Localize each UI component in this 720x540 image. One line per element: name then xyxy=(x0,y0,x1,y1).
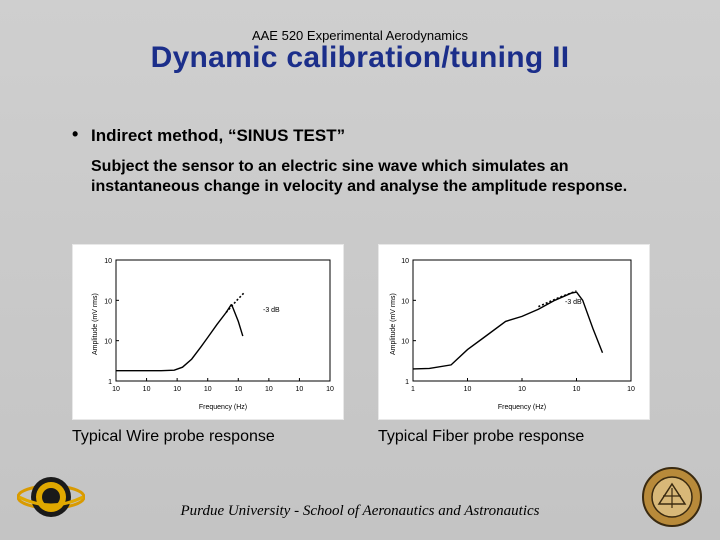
description-text: Subject the sensor to an electric sine wave which simulates an instantaneous change in velocity and analyse the amplitude response. xyxy=(91,158,628,195)
slide-title: Dynamic calibration/tuning II xyxy=(150,41,570,74)
series-line-solid xyxy=(116,304,232,371)
x-tick-label: 10 xyxy=(234,386,243,393)
x-tick-label: 10 xyxy=(463,386,472,393)
y-tick-label: 10 xyxy=(401,298,409,306)
series-line-solid xyxy=(413,292,577,369)
plot-frame xyxy=(116,260,330,381)
x-tick-label: 10 xyxy=(572,386,581,393)
y-tick-label: 10 xyxy=(401,258,409,265)
x-tick-label: 10 xyxy=(142,386,151,393)
x-axis-label: Frequency (Hz) xyxy=(198,404,248,411)
y-tick-label: 10 xyxy=(104,298,112,306)
y-tick-label: 10 xyxy=(401,338,409,346)
series-line-solid-drop xyxy=(232,304,243,336)
plot-frame xyxy=(413,260,631,381)
bullet-icon: • xyxy=(72,124,79,144)
x-tick-label: 10 xyxy=(295,386,304,393)
x-tick-label: 10 xyxy=(203,386,212,393)
fiber-probe-caption: Typical Fiber probe response xyxy=(378,428,585,445)
wire-probe-plot xyxy=(72,244,344,420)
y-tick-label: 10 xyxy=(104,338,112,346)
x-tick-label: 10 xyxy=(173,386,182,393)
bullet-text: Indirect method, “SINUS TEST” xyxy=(91,126,346,145)
wire-probe-caption: Typical Wire probe response xyxy=(72,428,275,445)
y-axis-label: Amplitude (mV rms) xyxy=(390,293,397,355)
x-tick-label: 10 xyxy=(264,386,273,393)
x-tick-label: 10 xyxy=(326,386,334,393)
x-tick-label: 10 xyxy=(627,386,635,393)
fiber-probe-plot xyxy=(378,244,650,420)
footer-text: Purdue University - School of Aeronautics and Astronautics xyxy=(180,503,540,519)
y-tick-label: 1 xyxy=(405,379,409,386)
x-axis-label: Frequency (Hz) xyxy=(497,404,547,411)
x-tick-label: 10 xyxy=(518,386,526,393)
x-tick-label: 10 xyxy=(112,386,120,393)
course-title: AAE 520 Experimental Aerodynamics xyxy=(251,28,469,43)
y-tick-label: 1 xyxy=(108,379,112,386)
y-axis-label: Amplitude (mV rms) xyxy=(92,293,99,355)
y-tick-label: 10 xyxy=(104,258,112,265)
fiber-probe-chart xyxy=(379,245,649,419)
wire-probe-chart xyxy=(73,245,343,419)
minus-3db-annotation: -3 dB xyxy=(565,299,582,306)
x-tick-label: 1 xyxy=(411,386,415,393)
minus-3db-annotation: -3 dB xyxy=(263,307,280,314)
